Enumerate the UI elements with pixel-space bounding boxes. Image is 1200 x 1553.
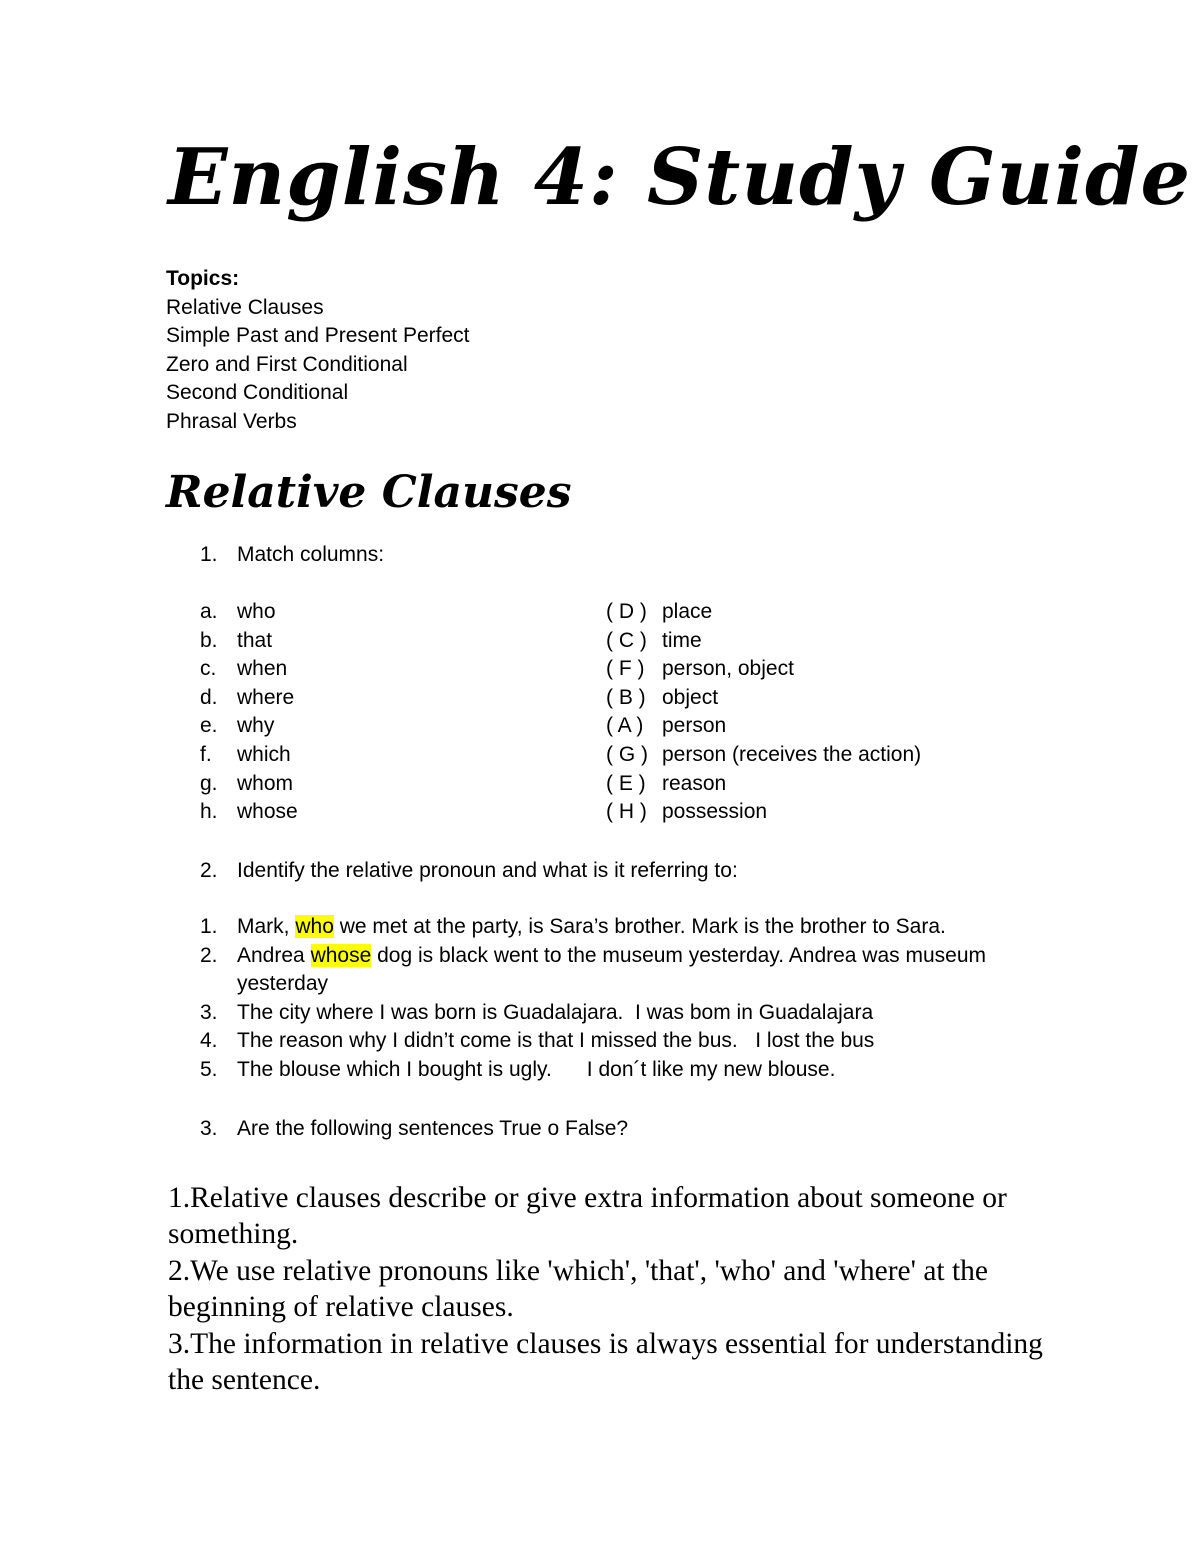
text-segment: The city where I was born is Guadalajara. I was bom in Guadalajara (237, 1000, 874, 1024)
match-left-item (200, 684, 298, 713)
item-meaning: time (662, 628, 702, 652)
topic-item: Phrasal Verbs (166, 409, 297, 433)
text-segment: The blouse which I bought is ugly. I don´t like my new blouse. (237, 1057, 836, 1081)
list-item (200, 913, 1030, 942)
item-word: whom (237, 771, 294, 795)
question-3 (200, 1115, 628, 1144)
text-segment: Mark, (237, 915, 296, 938)
item-letter: g. (200, 771, 218, 795)
true-false-statements (168, 1180, 1048, 1398)
item-number: 3. (200, 1000, 218, 1024)
item-number: 4. (200, 1029, 218, 1053)
item-meaning: person (receives the action) (662, 742, 922, 766)
text-segment: The reason why I didn’t come is that I missed the bus. I lost the bus (237, 1029, 875, 1053)
item-word: when (237, 657, 288, 681)
answer-blank: ( D ) (606, 600, 647, 623)
topic-item: Second Conditional (166, 381, 349, 405)
item-number: 5. (200, 1057, 218, 1081)
answer-blank: ( F ) (606, 657, 645, 681)
item-text (237, 942, 1030, 999)
list-item (200, 999, 1030, 1028)
answer-blank: ( B ) (606, 685, 646, 709)
item-letter: h. (200, 800, 218, 824)
topics-block (166, 265, 470, 437)
topic-item: Simple Past and Present Perfect (166, 324, 470, 348)
item-word: which (237, 742, 291, 766)
match-right-item (606, 798, 921, 827)
question-1 (200, 541, 384, 570)
question-2-list (200, 913, 1030, 1085)
match-right-item (606, 770, 921, 799)
item-word: that (237, 628, 273, 652)
match-right-item (606, 598, 921, 627)
match-right-item (606, 741, 921, 770)
question-2 (200, 857, 738, 886)
item-word: who (237, 600, 276, 623)
statement: 3.The information in relative clauses is always essential for understanding the sentence. (168, 1327, 1043, 1397)
match-left-column (200, 598, 298, 827)
topic-item: Relative Clauses (166, 295, 324, 319)
item-meaning: possession (662, 800, 768, 824)
topics-label: Topics: (166, 267, 240, 290)
text-segment: Andrea (237, 943, 311, 967)
item-word: whose (237, 800, 298, 824)
list-item (200, 1027, 1030, 1056)
match-right-column (606, 598, 921, 827)
item-letter: a. (200, 600, 218, 623)
item-letter: c. (200, 657, 217, 681)
match-right-item (606, 712, 921, 741)
item-number: 1. (200, 915, 218, 938)
match-left-item (200, 598, 298, 627)
question-prompt: Are the following sentences True o False? (237, 1117, 629, 1140)
question-prompt: Match columns: (237, 543, 385, 566)
item-letter: f. (200, 742, 212, 766)
text-segment: dog is black went to the museum yesterday. Andrea was museum yesterday (237, 943, 987, 996)
item-meaning: place (662, 600, 713, 623)
match-left-item (200, 798, 298, 827)
answer-blank: ( E ) (606, 771, 646, 795)
topic-item: Zero and First Conditional (166, 352, 408, 376)
answer-blank: ( G ) (606, 742, 648, 766)
match-right-item (606, 627, 921, 656)
list-item (200, 1056, 1030, 1085)
highlighted-pronoun: who (295, 915, 334, 938)
list-item (200, 942, 1030, 999)
answer-blank: ( H ) (606, 800, 647, 824)
question-number: 3. (200, 1117, 218, 1140)
answer-blank: ( A ) (606, 714, 644, 738)
match-left-item (200, 741, 298, 770)
match-right-item (606, 684, 921, 713)
match-left-item (200, 627, 298, 656)
highlighted-pronoun: whose (310, 943, 372, 967)
item-text (237, 999, 1030, 1028)
item-letter: b. (200, 628, 218, 652)
statement: 1.Relative clauses describe or give extra information about someone or something. (168, 1182, 1007, 1251)
match-left-item (200, 712, 298, 741)
item-letter: e. (200, 714, 218, 738)
item-meaning: object (662, 685, 719, 709)
match-left-item (200, 770, 298, 799)
section-heading: Relative Clauses (166, 467, 572, 518)
statement: 2.We use relative pronouns like 'which', 'that', 'who' and 'where' at the beginning of relative clauses. (168, 1254, 989, 1324)
item-meaning: person (662, 714, 727, 738)
item-meaning: reason (662, 771, 727, 795)
question-number: 2. (200, 859, 218, 882)
match-right-item (606, 655, 921, 684)
item-text (237, 913, 1030, 942)
item-word: why (237, 714, 275, 738)
item-text (237, 1027, 1030, 1056)
answer-blank: ( C ) (606, 628, 647, 652)
item-text (237, 1056, 1030, 1085)
question-number: 1. (200, 543, 218, 566)
item-letter: d. (200, 685, 218, 709)
text-segment: we met at the party, is Sara’s brother. Mark is the brother to Sara. (333, 915, 946, 938)
item-word: where (237, 685, 295, 709)
item-number: 2. (200, 943, 218, 967)
question-prompt: Identify the relative pronoun and what is it referring to: (237, 859, 738, 882)
document-title: English 4: Study Guide (168, 132, 1192, 223)
match-left-item (200, 655, 298, 684)
item-meaning: person, object (662, 657, 794, 681)
